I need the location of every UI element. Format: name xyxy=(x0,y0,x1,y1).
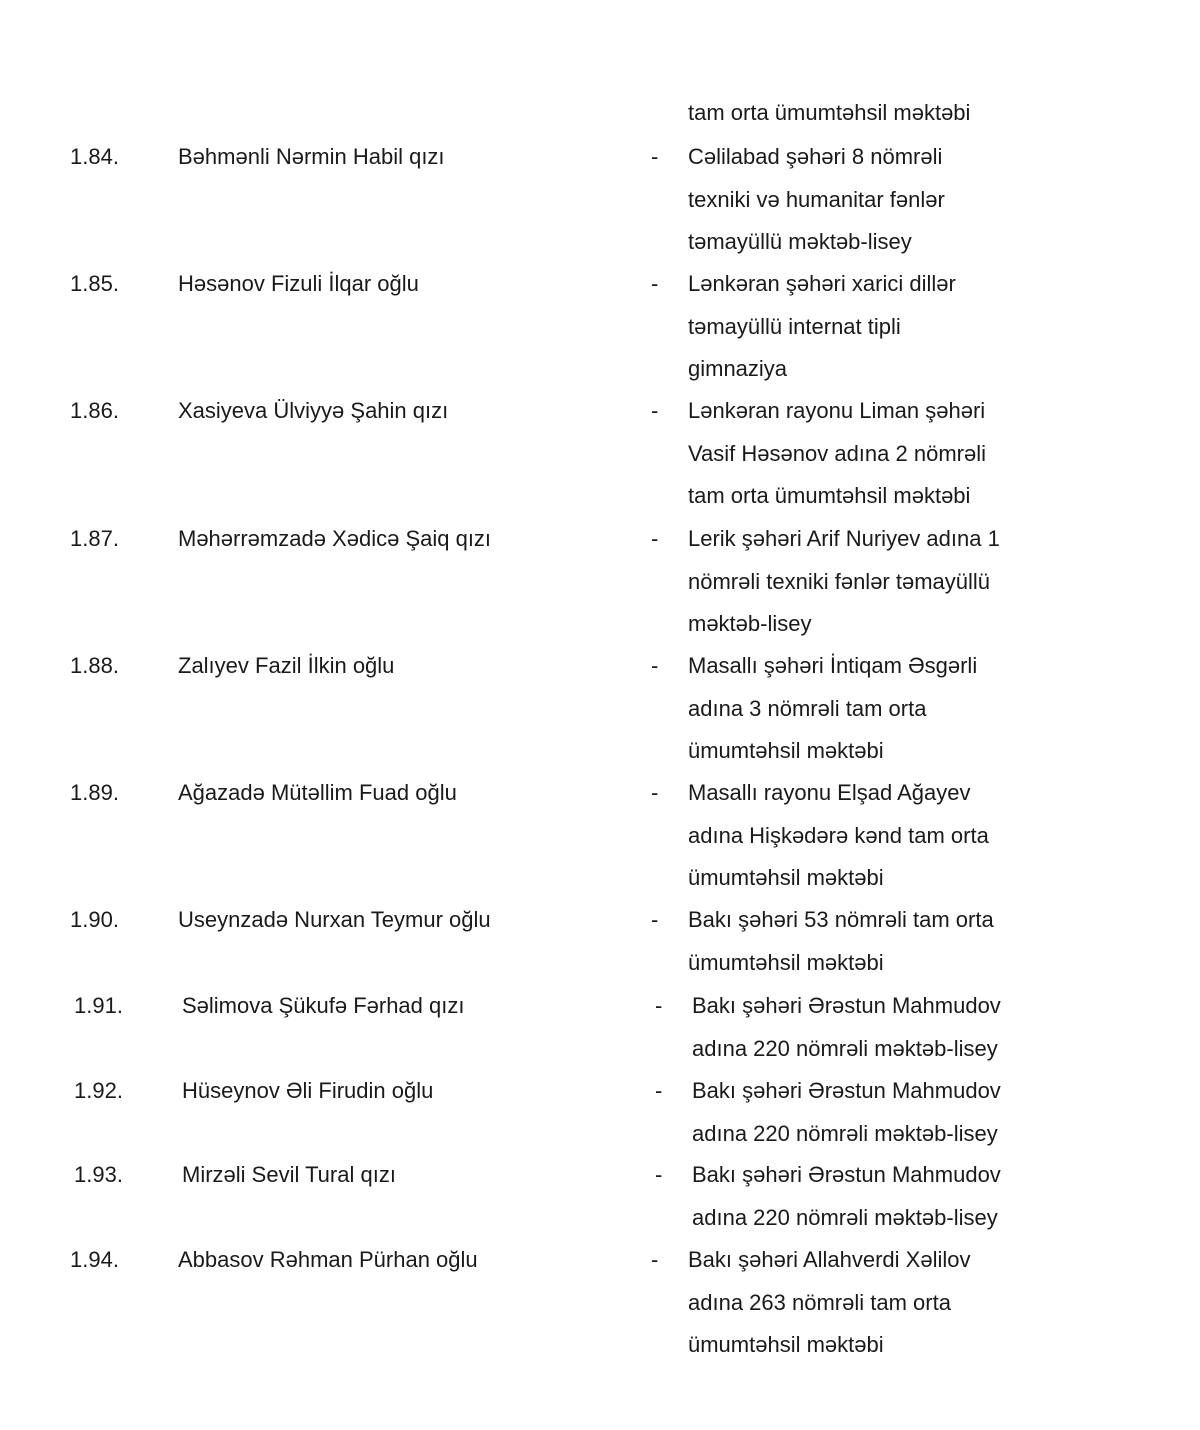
school-line: tam orta ümumtəhsil məktəbi xyxy=(688,100,971,125)
school-line: adına 263 nömrəli tam orta xyxy=(688,1289,951,1315)
entry-number: 1.87. xyxy=(70,526,119,551)
entry-school xyxy=(688,263,1068,391)
entry-name: Səlimova Şükufə Fərhad qızı xyxy=(182,993,465,1018)
school-line: adına 220 nömrəli məktəb-lisey xyxy=(692,1204,998,1230)
entry-number: 1.89. xyxy=(70,780,119,805)
entry-number: 1.91. xyxy=(74,993,123,1018)
school-line: adına 220 nömrəli məktəb-lisey xyxy=(692,1120,998,1146)
school-line: Bakı şəhəri 53 nömrəli tam orta xyxy=(688,907,994,932)
entry-school xyxy=(688,772,1068,900)
entry-number: 1.88. xyxy=(70,653,119,678)
school-line: tam orta ümumtəhsil məktəbi xyxy=(688,483,971,508)
entry-name: Zalıyev Fazil İlkin oğlu xyxy=(178,653,395,678)
entry-dash: - xyxy=(651,653,659,678)
entry-name: Ağazadə Mütəllim Fuad oğlu xyxy=(178,780,457,805)
entry-school xyxy=(688,899,1068,984)
school-line: adına Hişkədərə kənd tam orta xyxy=(688,822,989,848)
entry-number: 1.90. xyxy=(70,907,119,932)
entry-name: Hüseynov Əli Firudin oğlu xyxy=(182,1078,434,1103)
entry-school xyxy=(692,1070,1072,1155)
entry-dash: - xyxy=(655,993,663,1018)
entry-school xyxy=(688,1239,1068,1367)
entry-number: 1.84. xyxy=(70,144,119,169)
entry-name: Mirzəli Sevil Tural qızı xyxy=(182,1162,396,1187)
school-line: təmayüllü internat tipli xyxy=(688,313,901,339)
school-line: ümumtəhsil məktəbi xyxy=(688,865,884,890)
school-line: gimnaziya xyxy=(688,356,788,381)
entry-dash: - xyxy=(651,526,659,551)
school-line: texniki və humanitar fənlər xyxy=(688,186,945,212)
school-line: Cəlilabad şəhəri 8 nömrəli xyxy=(688,144,943,169)
school-line: adına 220 nömrəli məktəb-lisey xyxy=(692,1035,998,1061)
entry-dash: - xyxy=(655,1162,663,1187)
entry-number: 1.94. xyxy=(70,1247,119,1272)
school-line: ümumtəhsil məktəbi xyxy=(688,949,884,975)
school-line: təmayüllü məktəb-lisey xyxy=(688,229,912,254)
entry-dash: - xyxy=(651,1247,659,1272)
entry-dash: - xyxy=(651,144,659,169)
entry-school xyxy=(688,136,1068,264)
school-line: Bakı şəhəri Ərəstun Mahmudov xyxy=(692,993,1001,1018)
school-line: ümumtəhsil məktəbi xyxy=(688,1332,884,1357)
entry-school xyxy=(692,1154,1072,1239)
entry-name: Həsənov Fizuli İlqar oğlu xyxy=(178,271,419,296)
entry-school xyxy=(688,518,1068,646)
school-line: məktəb-lisey xyxy=(688,611,812,636)
school-line: adına 3 nömrəli tam orta xyxy=(688,695,927,721)
school-line: Lənkəran rayonu Liman şəhəri xyxy=(688,398,986,423)
entry-school xyxy=(688,390,1068,518)
entry-school xyxy=(692,985,1072,1070)
school-line: Bakı şəhəri Allahverdi Xəlilov xyxy=(688,1247,971,1272)
entry-name: Bəhmənli Nərmin Habil qızı xyxy=(178,144,445,169)
entry-dash: - xyxy=(651,907,659,932)
entry-number: 1.93. xyxy=(74,1162,123,1187)
school-line: nömrəli texniki fənlər təmayüllü xyxy=(688,568,991,594)
entry-name: Xasiyeva Ülviyyə Şahin qızı xyxy=(178,398,449,423)
entry-number: 1.85. xyxy=(70,271,119,296)
entry-number: 1.86. xyxy=(70,398,119,423)
school-line: Bakı şəhəri Ərəstun Mahmudov xyxy=(692,1162,1001,1187)
school-line: Masallı şəhəri İntiqam Əsgərli xyxy=(688,653,978,678)
school-line: Vasif Həsənov adına 2 nömrəli xyxy=(688,440,986,466)
entry-school xyxy=(688,645,1068,773)
school-line: ümumtəhsil məktəbi xyxy=(688,738,884,763)
school-line: Bakı şəhəri Ərəstun Mahmudov xyxy=(692,1078,1001,1103)
school-line: Masallı rayonu Elşad Ağayev xyxy=(688,780,971,805)
school-line: Lerik şəhəri Arif Nuriyev adına 1 xyxy=(688,526,1000,551)
entry-name: Useynzadə Nurxan Teymur oğlu xyxy=(178,907,491,932)
entry-number: 1.92. xyxy=(74,1078,123,1103)
entry-dash: - xyxy=(651,398,659,423)
school-line: Lənkəran şəhəri xarici dillər xyxy=(688,271,956,296)
entry-dash: - xyxy=(655,1078,663,1103)
entry-dash: - xyxy=(651,780,659,805)
entry-dash: - xyxy=(651,271,659,296)
entry-name: Abbasov Rəhman Pürhan oğlu xyxy=(178,1247,478,1272)
continuation-school xyxy=(688,92,1068,135)
entry-name: Məhərrəmzadə Xədicə Şaiq qızı xyxy=(178,526,492,551)
